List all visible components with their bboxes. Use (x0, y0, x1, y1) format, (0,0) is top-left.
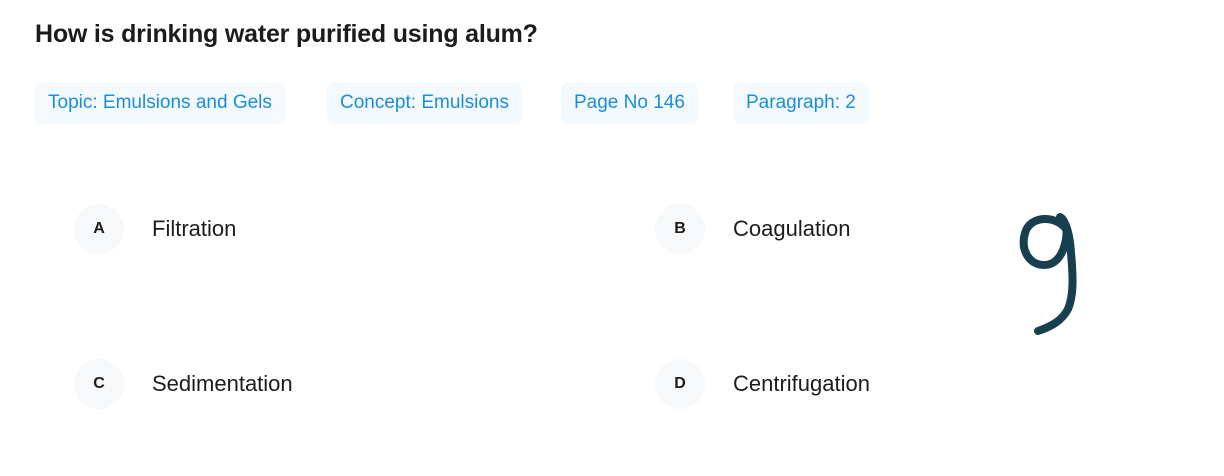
option-text: Filtration (152, 216, 237, 241)
option-letter-badge: C (74, 359, 124, 409)
handwritten-nine-stroke (1024, 217, 1073, 331)
tag-paragraph[interactable]: Paragraph: 2 (733, 82, 869, 124)
option-letter-badge: D (655, 359, 705, 409)
option-letter-badge: B (655, 204, 705, 254)
tag-page[interactable]: Page No 146 (561, 82, 698, 124)
option-text: Centrifugation (733, 371, 870, 396)
tag-concept[interactable]: Concept: Emulsions (327, 82, 522, 124)
handwritten-nine-icon (1008, 205, 1098, 340)
question-title: How is drinking water purified using alum? (35, 20, 538, 48)
option-letter-badge: A (74, 204, 124, 254)
tag-topic[interactable]: Topic: Emulsions and Gels (35, 82, 285, 124)
option-text: Coagulation (733, 216, 851, 241)
option-text: Sedimentation (152, 371, 293, 396)
